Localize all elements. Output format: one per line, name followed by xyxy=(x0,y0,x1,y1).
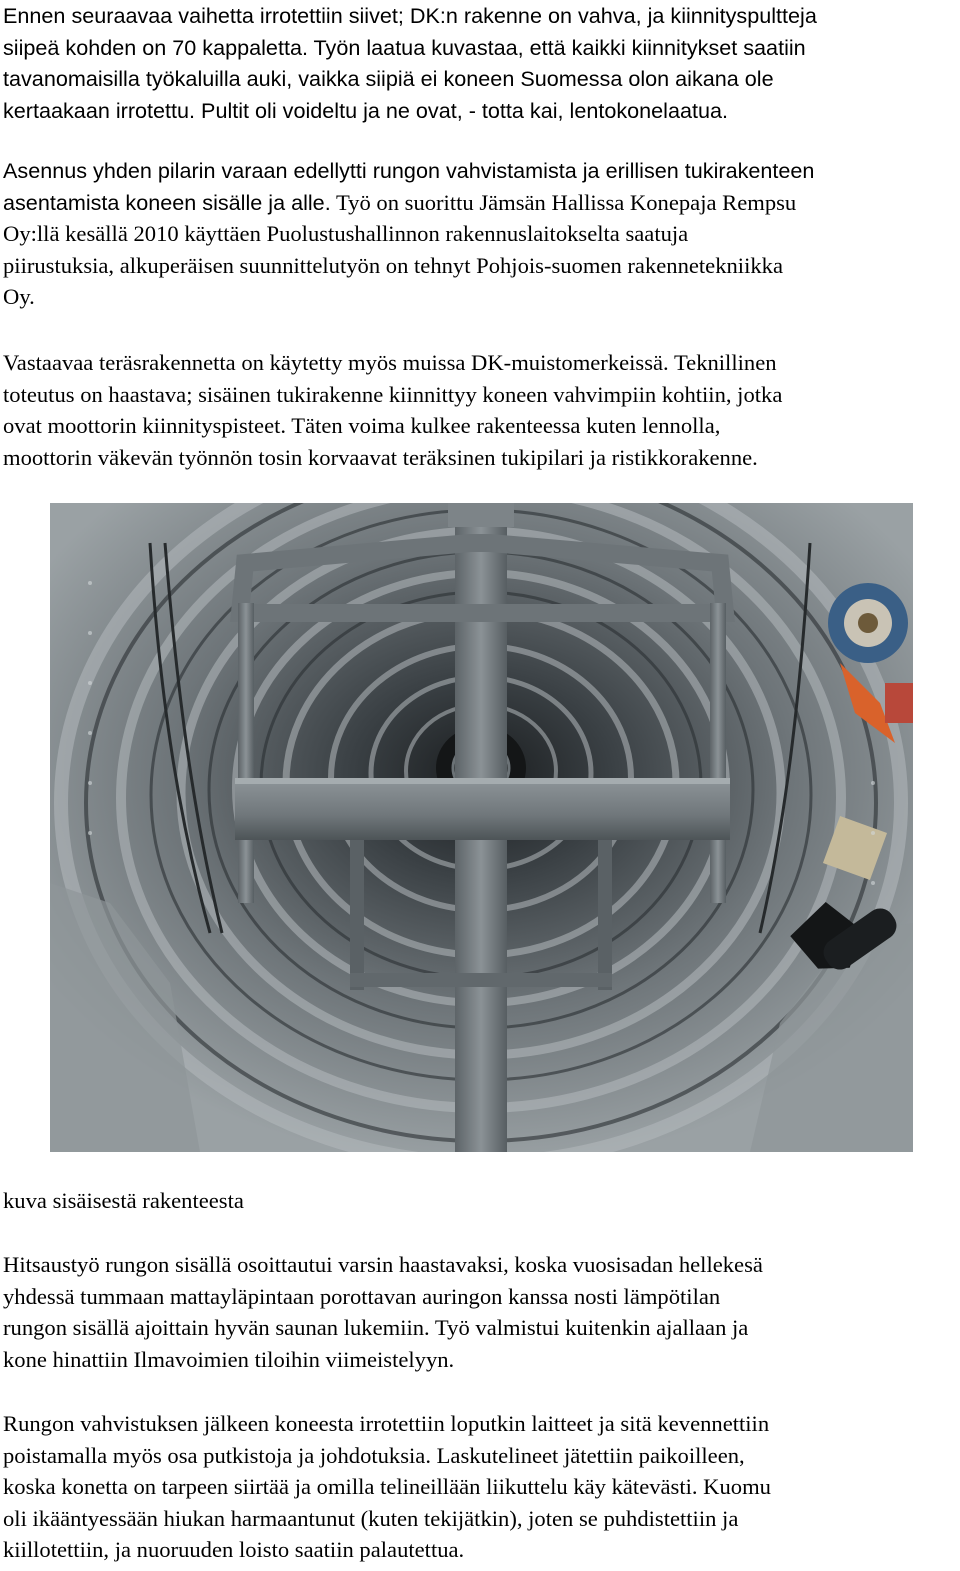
paragraph-support-structure-sans: Asennus yhden pilarin varaan edellytti rungon vahvistamista ja erillisen tukirakenteen asentamista koneen sisälle ja alle. xyxy=(3,158,815,215)
paragraph-fuselage-reinforcement: Rungon vahvistuksen jälkeen koneesta irrotettiin loputkin laitteet ja sitä kevennettiin poistamalla myös osa putkistoja ja johdotuksia. Laskutelineet jätettiin paikoilleen, koska konetta on tarpeen siirtää ja omilla telineillään liikuttelu käy kätevästi. Kuomu oli ikääntyessään hiukan harmaantunut (kuten tekijätkin), joten se puhdistettiin ja kiillotettiin, ja nuoruuden loisto saatiin palautettua. xyxy=(3,1411,771,1563)
paragraph-support-structure xyxy=(3,155,957,313)
fuselage-interior-photo xyxy=(50,503,913,1152)
paragraph-support-structure-serif: Työ on suorittu Jämsän Hallissa Konepaja Rempsu Oy:llä kesällä 2010 käyttäen Puolustushallinnon rakennuslaitokselta saatuja piirustuksia, alkuperäisen suunnittelutyön on tehnyt Pohjois-suomen rakennetekniikka Oy. xyxy=(3,189,797,310)
paragraph-welding: Hitsaustyö rungon sisällä osoittautui varsin haastavaksi, koska vuosisadan hellekesä yhdessä tummaan mattayläpintaan porottavan auringon kanssa nosti lämpötilan rungon sisällä ajoittain hyvän saunan lukemiin. Työ valmistui kuitenkin ajallaan ja kone hinattiin Ilmavoimien tiloihin viimeistelyyn. xyxy=(3,1252,763,1372)
paragraph-steel-structure: Vastaavaa teräsrakennetta on käytetty myös muissa DK-muistomerkeissä. Teknillinen toteutus on haastava; sisäinen tukirakenne kiinnittyy koneen vahvimpiin kohtiin, jotka ovat moottorin kiinnityspisteet. Täten voima kulkee rakenteessa kuten lennolla, moottorin väkevän työnnön tosin korvaavat teräksinen tukipilari ja ristikkorakenne. xyxy=(3,350,783,470)
paragraph-wing-removal: Ennen seuraavaa vaihetta irrotettiin siivet; DK:n rakenne on vahva, ja kiinnityspultteja siipeä kohden on 70 kappaletta. Työn laatua kuvastaa, että kaikki kiinnitykset saatiin tavanomaisilla työkaluilla auki, vaikka siipiä ei koneen Suomessa olon aikana ole kertaakaan irrotettu. Pultit oli voideltu ja ne ovat, - totta kai, lentokonelaatua. xyxy=(3,3,817,123)
image-caption: kuva sisäisestä rakenteesta xyxy=(3,1188,244,1213)
